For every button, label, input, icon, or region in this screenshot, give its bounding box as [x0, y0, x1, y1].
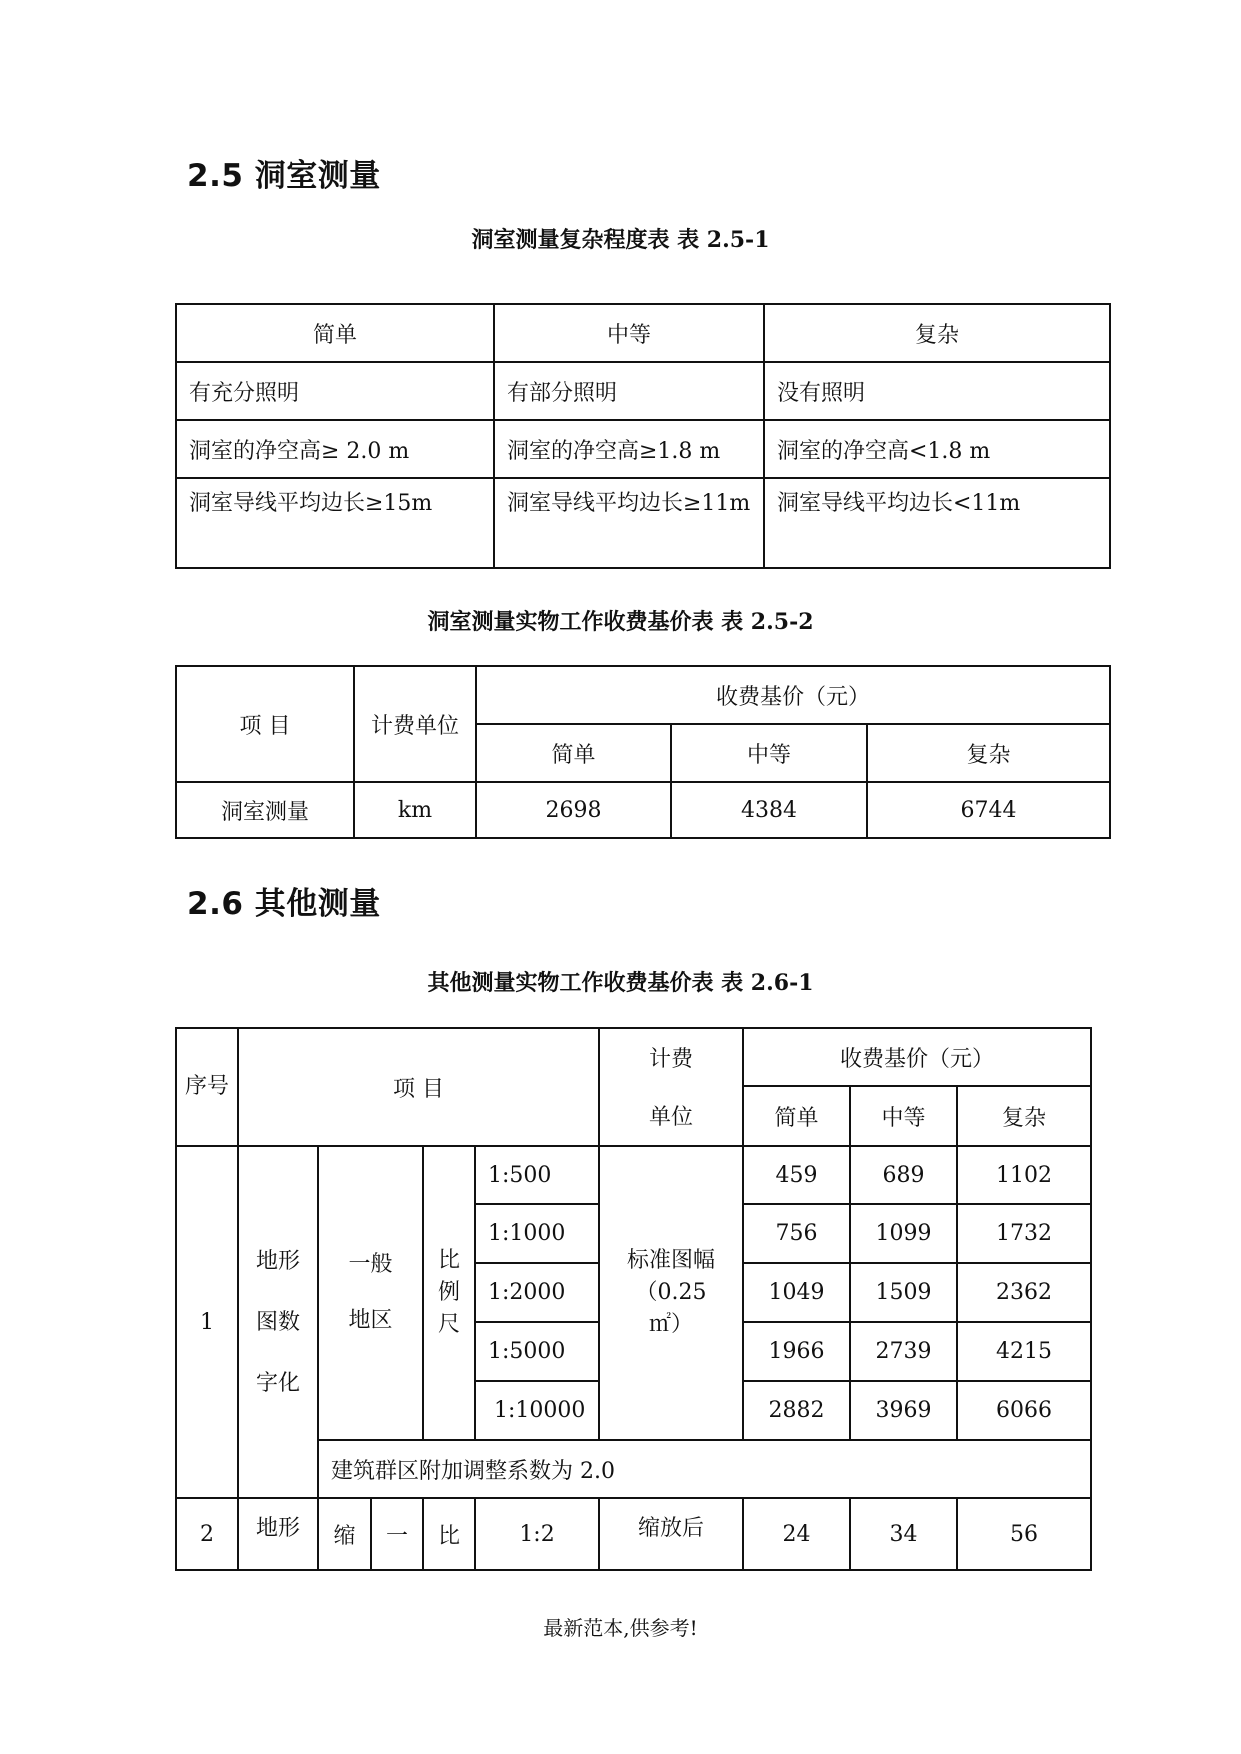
header-item: 项 目 — [176, 666, 354, 782]
table-cell: 3969 — [850, 1381, 957, 1440]
table-cell: 756 — [743, 1204, 850, 1263]
table-cell: 1049 — [743, 1263, 850, 1322]
table-2-6-1 — [175, 1027, 1092, 1571]
unit-cell: 缩放后 — [599, 1498, 743, 1570]
scale-cell: 1:5000 — [475, 1322, 599, 1381]
area-cell: 一般地区 — [318, 1146, 423, 1440]
table-cell: 4215 — [957, 1322, 1091, 1381]
header-simple: 简单 — [176, 304, 494, 362]
header-simple: 简单 — [476, 724, 671, 782]
table-cell: km — [354, 782, 476, 838]
table-cell: 689 — [850, 1146, 957, 1204]
table-cell: 洞室测量 — [176, 782, 354, 838]
header-medium: 中等 — [494, 304, 764, 362]
row-no: 1 — [176, 1146, 238, 1498]
table-cell: 1966 — [743, 1322, 850, 1381]
scale-cell: 1:1000 — [475, 1204, 599, 1263]
table-2-5-2-caption: 洞室测量实物工作收费基价表 表 2.5-2 — [427, 609, 814, 635]
header-price: 收费基价（元） — [743, 1028, 1091, 1086]
table-cell: 缩 — [318, 1498, 371, 1570]
table-cell: 2698 — [476, 782, 671, 838]
unit-cell: 标准图幅（0.25㎡） — [599, 1146, 743, 1440]
table-cell: 洞室的净空高≥1.8 m — [494, 420, 764, 478]
table-2-6-1-caption: 其他测量实物工作收费基价表 表 2.6-1 — [427, 970, 814, 996]
table-cell: 2739 — [850, 1322, 957, 1381]
table-cell: 4384 — [671, 782, 867, 838]
table-cell: 6066 — [957, 1381, 1091, 1440]
table-cell: 1099 — [850, 1204, 957, 1263]
header-item: 项 目 — [238, 1028, 599, 1146]
table-cell: 有充分照明 — [176, 362, 494, 420]
category-cell: 地形图数字化 — [238, 1146, 318, 1498]
table-2-5-2 — [175, 665, 1111, 839]
footer-note: 最新范本,供参考! — [543, 1616, 698, 1640]
table-cell: 1509 — [850, 1263, 957, 1322]
table-cell: 459 — [743, 1146, 850, 1204]
scale-cell: 1:500 — [475, 1146, 599, 1204]
table-cell: 56 — [957, 1498, 1091, 1570]
table-cell: 2362 — [957, 1263, 1091, 1322]
table-cell: 洞室导线平均边长≥11m — [494, 478, 764, 568]
section-title-2-5: 2.5 洞室测量 — [187, 158, 381, 194]
table-cell: 洞室的净空高≥ 2.0 m — [176, 420, 494, 478]
scale-cell: 1:2000 — [475, 1263, 599, 1322]
table-cell: 24 — [743, 1498, 850, 1570]
header-unit-top: 计费 — [599, 1028, 743, 1086]
table-cell: 一 — [371, 1498, 423, 1570]
category-cell: 地形 — [238, 1498, 318, 1570]
table-cell: 洞室导线平均边长≥15m — [176, 478, 494, 568]
table-cell: 洞室导线平均边长<11m — [764, 478, 1110, 568]
header-simple: 简单 — [743, 1086, 850, 1146]
table-cell: 有部分照明 — [494, 362, 764, 420]
table-cell: 没有照明 — [764, 362, 1110, 420]
scale-label-cell: 比例尺 — [423, 1146, 475, 1440]
table-cell: 1732 — [957, 1204, 1091, 1263]
header-medium: 中等 — [850, 1086, 957, 1146]
header-medium: 中等 — [671, 724, 867, 782]
table-cell: 比 — [423, 1498, 475, 1570]
header-price: 收费基价（元） — [476, 666, 1110, 724]
table-cell: 34 — [850, 1498, 957, 1570]
adjustment-note: 建筑群区附加调整系数为 2.0 — [318, 1440, 1091, 1498]
row-no: 2 — [176, 1498, 238, 1570]
table-cell: 2882 — [743, 1381, 850, 1440]
scale-cell: 1:2 — [475, 1498, 599, 1570]
header-unit: 计费单位 — [354, 666, 476, 782]
table-cell: 6744 — [867, 782, 1110, 838]
table-cell: 洞室的净空高<1.8 m — [764, 420, 1110, 478]
header-complex: 复杂 — [867, 724, 1110, 782]
section-title-2-6: 2.6 其他测量 — [187, 886, 381, 922]
table-2-5-1 — [175, 303, 1111, 569]
table-2-5-1-caption: 洞室测量复杂程度表 表 2.5-1 — [471, 227, 770, 253]
scale-cell: 1:10000 — [475, 1381, 599, 1440]
table-cell: 1102 — [957, 1146, 1091, 1204]
header-unit-bottom: 单位 — [599, 1086, 743, 1146]
header-complex: 复杂 — [764, 304, 1110, 362]
header-complex: 复杂 — [957, 1086, 1091, 1146]
header-no: 序号 — [176, 1028, 238, 1146]
